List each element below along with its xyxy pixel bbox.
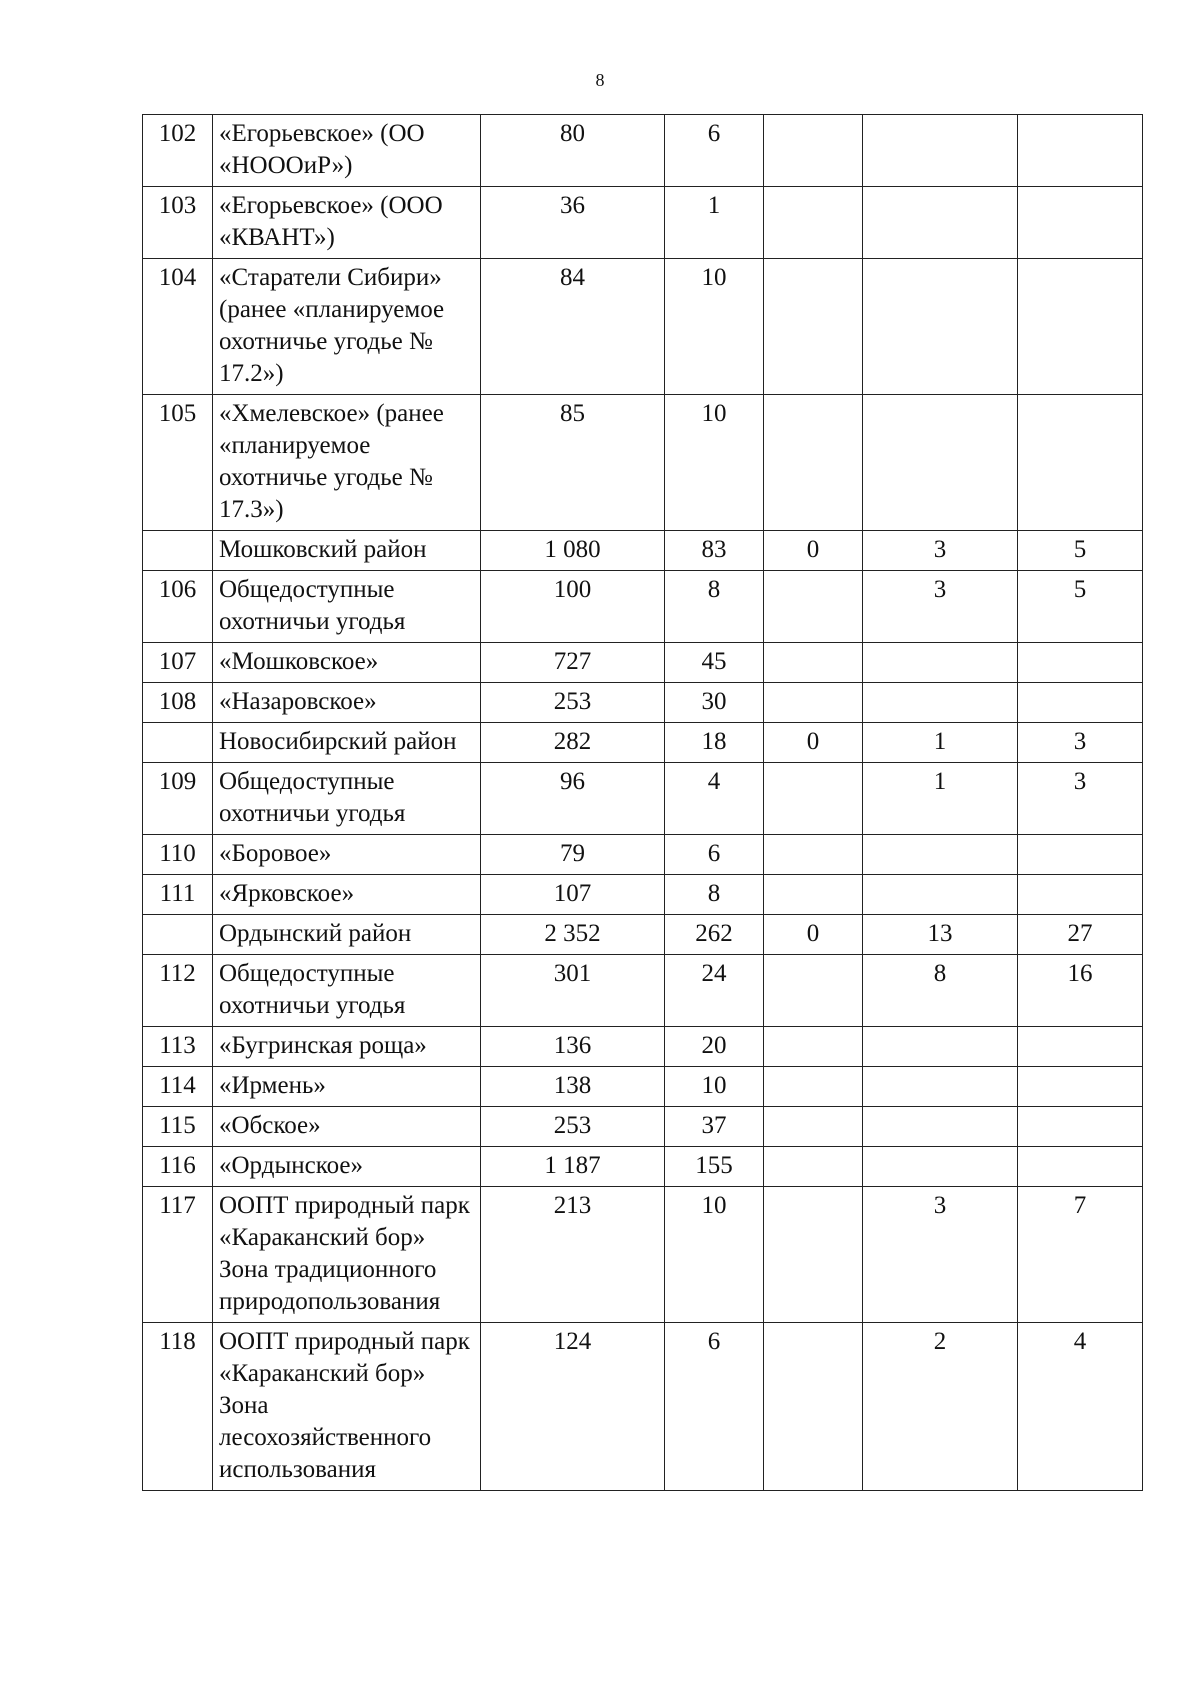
value-col-1-cell: 301 xyxy=(481,955,665,1027)
value-col-2-cell: 18 xyxy=(665,723,764,763)
value-col-5-cell: 5 xyxy=(1018,571,1143,643)
row-number-cell: 111 xyxy=(143,875,213,915)
value-col-3-cell xyxy=(764,395,863,531)
hunting-ground-name-cell: «Бугринская роща» xyxy=(213,1027,481,1067)
table-row xyxy=(143,259,1143,395)
value-col-3-cell xyxy=(764,643,863,683)
hunting-ground-name-cell: «Старатели Сибири» (ранее «планируемое охотничье угодье № 17.2») xyxy=(213,259,481,395)
table-row xyxy=(143,1323,1143,1491)
hunting-ground-name-cell: «Назаровское» xyxy=(213,683,481,723)
value-col-4-cell xyxy=(863,875,1018,915)
value-col-5-cell xyxy=(1018,187,1143,259)
value-col-3-cell xyxy=(764,187,863,259)
value-col-3-cell xyxy=(764,1323,863,1491)
value-col-2-cell: 1 xyxy=(665,187,764,259)
value-col-5-cell: 3 xyxy=(1018,723,1143,763)
hunting-ground-name-cell: Новосибирский район xyxy=(213,723,481,763)
table-row xyxy=(143,395,1143,531)
value-col-1-cell: 80 xyxy=(481,115,665,187)
row-number-cell: 109 xyxy=(143,763,213,835)
value-col-4-cell xyxy=(863,1107,1018,1147)
table-row xyxy=(143,187,1143,259)
hunting-ground-name-cell: «Егорьевское» (ООО «КВАНТ») xyxy=(213,187,481,259)
value-col-5-cell: 7 xyxy=(1018,1187,1143,1323)
page-number: 8 xyxy=(595,70,605,90)
value-col-4-cell xyxy=(863,643,1018,683)
table-row xyxy=(143,1027,1143,1067)
table-row xyxy=(143,955,1143,1027)
hunting-ground-name-cell: Общедоступные охотничьи угодья xyxy=(213,955,481,1027)
hunting-ground-name-cell: Мошковский район xyxy=(213,531,481,571)
value-col-1-cell: 213 xyxy=(481,1187,665,1323)
row-number-cell xyxy=(143,915,213,955)
value-col-5-cell xyxy=(1018,835,1143,875)
value-col-1-cell: 2 352 xyxy=(481,915,665,955)
row-number-cell: 102 xyxy=(143,115,213,187)
row-number-cell xyxy=(143,531,213,571)
hunting-ground-name-cell: «Ирмень» xyxy=(213,1067,481,1107)
value-col-2-cell: 262 xyxy=(665,915,764,955)
value-col-5-cell: 16 xyxy=(1018,955,1143,1027)
district-total-row xyxy=(143,915,1143,955)
table-row xyxy=(143,683,1143,723)
value-col-4-cell xyxy=(863,1067,1018,1107)
row-number-cell: 112 xyxy=(143,955,213,1027)
value-col-1-cell: 85 xyxy=(481,395,665,531)
value-col-2-cell: 10 xyxy=(665,395,764,531)
value-col-5-cell xyxy=(1018,259,1143,395)
value-col-5-cell xyxy=(1018,1067,1143,1107)
value-col-2-cell: 8 xyxy=(665,571,764,643)
hunting-ground-name-cell: Общедоступные охотничьи угодья xyxy=(213,571,481,643)
value-col-4-cell: 13 xyxy=(863,915,1018,955)
hunting-ground-name-cell: ООПТ природный парк «Караканский бор» Зона традиционного природопользования xyxy=(213,1187,481,1323)
value-col-1-cell: 1 080 xyxy=(481,531,665,571)
value-col-3-cell xyxy=(764,1027,863,1067)
value-col-4-cell xyxy=(863,1027,1018,1067)
value-col-5-cell xyxy=(1018,115,1143,187)
row-number-cell: 105 xyxy=(143,395,213,531)
table-row xyxy=(143,1147,1143,1187)
table-row xyxy=(143,1067,1143,1107)
hunting-ground-name-cell: «Боровое» xyxy=(213,835,481,875)
value-col-1-cell: 138 xyxy=(481,1067,665,1107)
value-col-5-cell xyxy=(1018,643,1143,683)
value-col-2-cell: 6 xyxy=(665,115,764,187)
value-col-1-cell: 1 187 xyxy=(481,1147,665,1187)
value-col-1-cell: 253 xyxy=(481,683,665,723)
value-col-3-cell xyxy=(764,1067,863,1107)
table-row xyxy=(143,115,1143,187)
hunting-ground-name-cell: «Мошковское» xyxy=(213,643,481,683)
value-col-4-cell xyxy=(863,259,1018,395)
value-col-1-cell: 96 xyxy=(481,763,665,835)
value-col-2-cell: 45 xyxy=(665,643,764,683)
value-col-3-cell xyxy=(764,835,863,875)
value-col-1-cell: 282 xyxy=(481,723,665,763)
value-col-2-cell: 8 xyxy=(665,875,764,915)
value-col-4-cell: 1 xyxy=(863,763,1018,835)
value-col-4-cell xyxy=(863,115,1018,187)
value-col-3-cell xyxy=(764,259,863,395)
value-col-1-cell: 36 xyxy=(481,187,665,259)
row-number-cell: 108 xyxy=(143,683,213,723)
value-col-3-cell xyxy=(764,571,863,643)
table-row xyxy=(143,571,1143,643)
value-col-1-cell: 84 xyxy=(481,259,665,395)
hunting-ground-name-cell: Общедоступные охотничьи угодья xyxy=(213,763,481,835)
value-col-5-cell xyxy=(1018,1147,1143,1187)
value-col-1-cell: 136 xyxy=(481,1027,665,1067)
hunting-ground-name-cell: «Ордынское» xyxy=(213,1147,481,1187)
value-col-3-cell: 0 xyxy=(764,915,863,955)
value-col-4-cell: 3 xyxy=(863,1187,1018,1323)
hunting-ground-name-cell: «Ярковское» xyxy=(213,875,481,915)
value-col-3-cell xyxy=(764,875,863,915)
hunting-ground-name-cell: «Обское» xyxy=(213,1107,481,1147)
value-col-4-cell xyxy=(863,395,1018,531)
value-col-2-cell: 30 xyxy=(665,683,764,723)
value-col-1-cell: 124 xyxy=(481,1323,665,1491)
row-number-cell: 116 xyxy=(143,1147,213,1187)
row-number-cell: 113 xyxy=(143,1027,213,1067)
value-col-3-cell xyxy=(764,1147,863,1187)
row-number-cell: 106 xyxy=(143,571,213,643)
value-col-3-cell xyxy=(764,1107,863,1147)
value-col-4-cell: 1 xyxy=(863,723,1018,763)
table-row xyxy=(143,835,1143,875)
hunting-ground-name-cell: «Хмелевское» (ранее «планируемое охотничье угодье № 17.3») xyxy=(213,395,481,531)
value-col-5-cell: 3 xyxy=(1018,763,1143,835)
row-number-cell: 114 xyxy=(143,1067,213,1107)
row-number-cell: 104 xyxy=(143,259,213,395)
table-row xyxy=(143,1187,1143,1323)
value-col-2-cell: 10 xyxy=(665,1187,764,1323)
table-row xyxy=(143,643,1143,683)
row-number-cell: 118 xyxy=(143,1323,213,1491)
value-col-1-cell: 107 xyxy=(481,875,665,915)
value-col-3-cell: 0 xyxy=(764,723,863,763)
value-col-2-cell: 10 xyxy=(665,259,764,395)
value-col-3-cell xyxy=(764,763,863,835)
value-col-2-cell: 20 xyxy=(665,1027,764,1067)
value-col-5-cell: 5 xyxy=(1018,531,1143,571)
row-number-cell: 117 xyxy=(143,1187,213,1323)
value-col-2-cell: 24 xyxy=(665,955,764,1027)
district-total-row xyxy=(143,723,1143,763)
value-col-5-cell xyxy=(1018,875,1143,915)
value-col-3-cell: 0 xyxy=(764,531,863,571)
value-col-1-cell: 100 xyxy=(481,571,665,643)
value-col-2-cell: 10 xyxy=(665,1067,764,1107)
value-col-5-cell: 4 xyxy=(1018,1323,1143,1491)
value-col-2-cell: 6 xyxy=(665,835,764,875)
value-col-1-cell: 79 xyxy=(481,835,665,875)
value-col-2-cell: 83 xyxy=(665,531,764,571)
value-col-4-cell xyxy=(863,683,1018,723)
value-col-1-cell: 727 xyxy=(481,643,665,683)
value-col-4-cell: 3 xyxy=(863,571,1018,643)
hunting-ground-name-cell: «Егорьевское» (ОО «НОООиР») xyxy=(213,115,481,187)
value-col-5-cell xyxy=(1018,395,1143,531)
hunting-ground-name-cell: ООПТ природный парк «Караканский бор» Зона лесохозяйственного использования xyxy=(213,1323,481,1491)
row-number-cell: 110 xyxy=(143,835,213,875)
value-col-4-cell: 2 xyxy=(863,1323,1018,1491)
hunting-ground-name-cell: Ордынский район xyxy=(213,915,481,955)
value-col-5-cell xyxy=(1018,1107,1143,1147)
data-table xyxy=(142,114,1143,1491)
value-col-3-cell xyxy=(764,115,863,187)
value-col-4-cell xyxy=(863,835,1018,875)
value-col-2-cell: 37 xyxy=(665,1107,764,1147)
value-col-2-cell: 155 xyxy=(665,1147,764,1187)
row-number-cell: 115 xyxy=(143,1107,213,1147)
value-col-3-cell xyxy=(764,955,863,1027)
value-col-5-cell: 27 xyxy=(1018,915,1143,955)
value-col-4-cell xyxy=(863,1147,1018,1187)
value-col-4-cell: 8 xyxy=(863,955,1018,1027)
value-col-4-cell: 3 xyxy=(863,531,1018,571)
value-col-3-cell xyxy=(764,1187,863,1323)
table-row xyxy=(143,875,1143,915)
row-number-cell xyxy=(143,723,213,763)
table-row xyxy=(143,1107,1143,1147)
value-col-2-cell: 4 xyxy=(665,763,764,835)
row-number-cell: 103 xyxy=(143,187,213,259)
district-total-row xyxy=(143,531,1143,571)
value-col-3-cell xyxy=(764,683,863,723)
row-number-cell: 107 xyxy=(143,643,213,683)
value-col-5-cell xyxy=(1018,1027,1143,1067)
table-row xyxy=(143,763,1143,835)
value-col-5-cell xyxy=(1018,683,1143,723)
value-col-4-cell xyxy=(863,187,1018,259)
value-col-1-cell: 253 xyxy=(481,1107,665,1147)
value-col-2-cell: 6 xyxy=(665,1323,764,1491)
